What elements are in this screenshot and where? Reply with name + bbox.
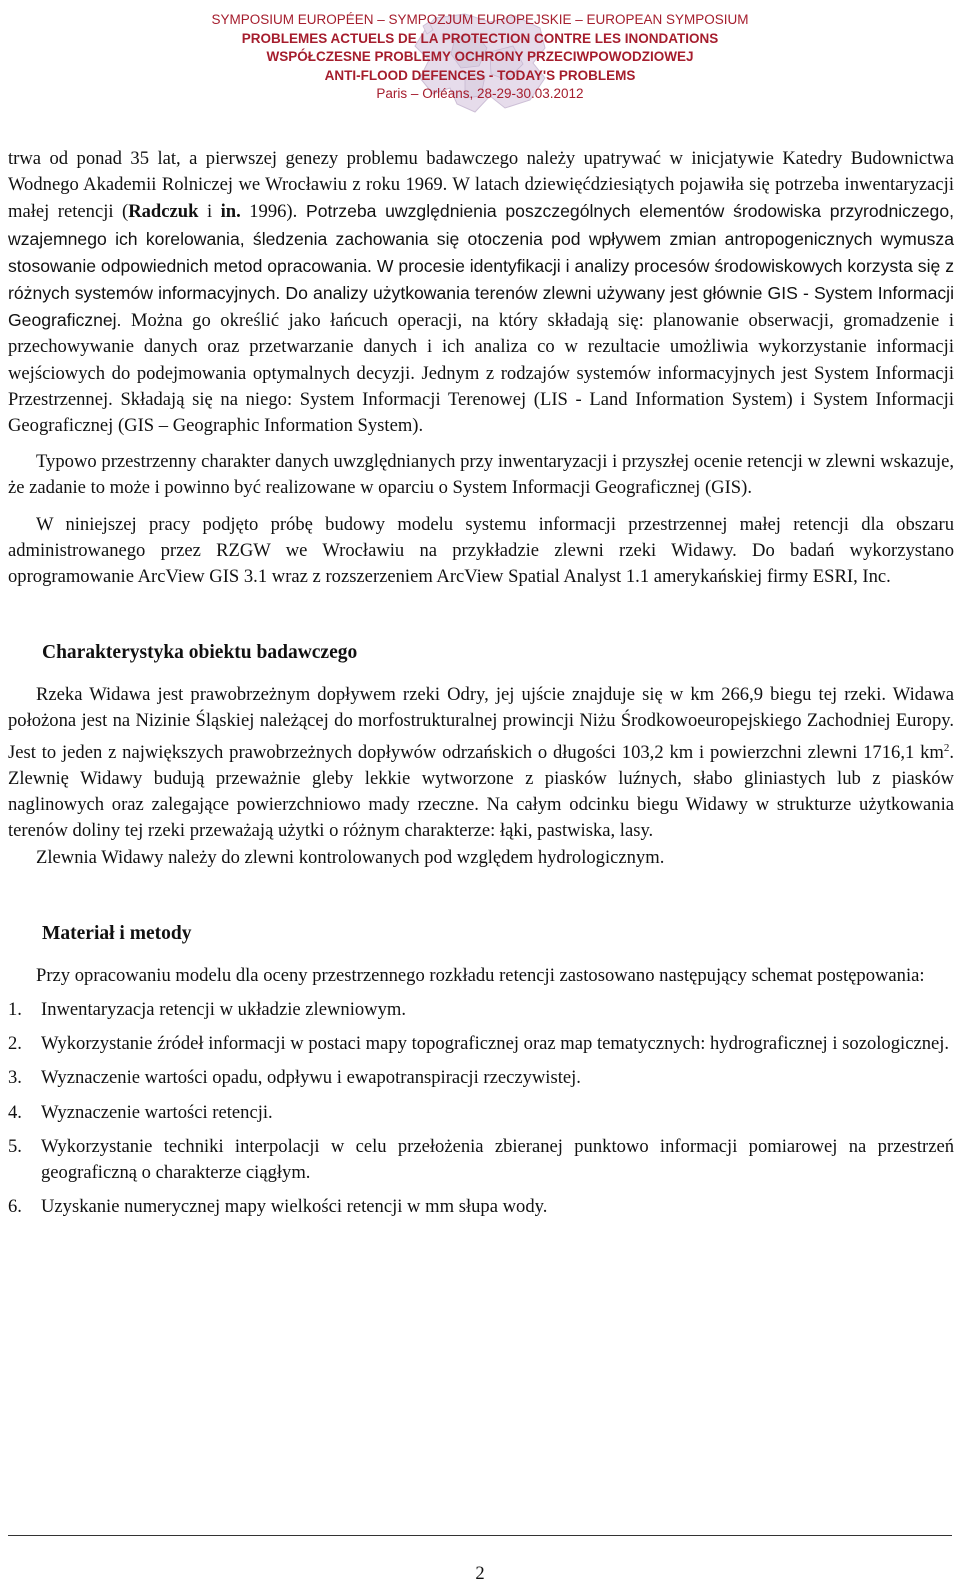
section-heading-object: Charakterystyka obiektu badawczego: [42, 642, 358, 664]
list-item: 5. Wykorzystanie techniki interpolacji w celu przełożenia zbieranej punktowo informacji pomiarowej na przestrzeń geograficzną o charakterze ciągłym.: [8, 1135, 954, 1184]
section-heading-methods: Materiał i metody: [42, 922, 192, 944]
intro-text-b: i: [198, 201, 221, 223]
list-item: 1. Inwentaryzacja retencji w układzie zlewniowym.: [8, 999, 406, 1021]
paragraph-widawa-description: [8, 682, 954, 844]
methods-step-list: [8, 997, 954, 1220]
list-item: 3. Wyznaczenie wartości opadu, odpływu i ewapotranspiracji rzeczywistej.: [8, 1067, 581, 1089]
intro-text-d: Potrzeba uwzględnienia poszczególnych elementów środowiska przyrodniczego, wzajemnego ich korelowania, śledzenia zachowania się otoczenia pod wpływem zmian antropogenicznych wymusza stosowanie odpowiednich metod opracowania. W procesie identyfikacji i analizy procesów środowiskowych korzysta się z różnych systemów informacyjnych. Do analizy użytkowania terenów zlewni używany jest głównie GIS - System Informacji Geograficznej.: [8, 201, 954, 331]
header-line-french-title: PROBLEMES ACTUELS DE LA PROTECTION CONTRE LES INONDATIONS: [241, 30, 719, 46]
widawa-text-b: . Zlewnię Widawy budują przeważnie gleby lekkie wytworzone z piasków luźnych, słabo gliniastych lub z piasków naglinowych oraz zalegające powierzchniowo mady rzeczne. Na całym odcinku biegu Widawy w strukturze użytkowania terenów doliny tej rzeki przeważają użytki o różnym charakterze: łąki, pastwiska, lasy.: [8, 741, 954, 842]
list-item: 2. Wykorzystanie źródeł informacji w postaci mapy topograficznej oraz map tematycznych: hydrograficznej i sozologicznej.: [8, 1033, 950, 1055]
intro-text-c: 1996).: [240, 201, 298, 223]
header-line-symposium: SYMPOSIUM EUROPÉEN – SYMPOZJUM EUROPEJSKIE – EUROPEAN SYMPOSIUM: [211, 12, 749, 27]
page-number: 2: [475, 1563, 485, 1584]
citation-etal: in.: [220, 201, 241, 223]
paragraph-methods-intro: Przy opracowaniu modelu dla oceny przestrzennego rozkładu retencji zastosowano następujący schemat postępowania:: [36, 964, 925, 986]
intro-text-e: Można go określić jako łańcuch operacji, na który składają się: planowanie obserwacji, gromadzenie i przechowywanie danych oraz przetwarzanie danych i ich analiza co w rezultacie umożliwia wykorzystanie informacji wejściowych do podejmowania optymalnych decyzji. Jednym z rodzajów systemów informacyjnych jest System Informacji Przestrzennej. Składają się na niego: System Informacji Terenowej (LIS - Land Information System) i System Informacji Geograficznej (GIS – Geographic Information System).: [8, 310, 954, 437]
header-line-polish-title: WSPÓŁCZESNE PROBLEMY OCHRONY PRZECIWPOWODZIOWEJ: [266, 49, 694, 65]
widawa-text-a: Rzeka Widawa jest prawobrzeżnym dopływem rzeki Odry, jej ujście znajduje się w km 266,9 biegu tej rzeki. Widawa położona jest na Nizinie Śląskiej należącej do morfostrukturalnej prowincji Niżu Środkowoeuropejskiego Zachodniej Europy. Jest to jeden z największych prawobrzeżnych dopływów odrzańskich o długości 103,2 km i powierzchni zlewni 1716,1 km: [8, 684, 954, 763]
paragraph-gis-character: Typowo przestrzenny charakter danych uwzględnianych przy inwentaryzacji i przyszłej ocenie retencji w zlewni wskazuje, że zadanie to może i powinno być realizowane w oparciu o System Informacji Geograficznej (GIS).: [8, 451, 954, 499]
superscript-square: 2: [943, 741, 950, 754]
page-content: [8, 146, 954, 1228]
symposium-header: [0, 0, 960, 120]
footer-divider: [8, 1535, 952, 1536]
intro-paragraph: [8, 146, 954, 439]
paragraph-widawa-hydrology: Zlewnia Widawy należy do zlewni kontrolowanych pod względem hydrologicznym.: [36, 846, 665, 868]
list-item: 4. Wyznaczenie wartości retencji.: [8, 1101, 273, 1123]
intro-text-a: trwa od ponad 35 lat, a pierwszej genezy problemu badawczego należy upatrywać w inicjatywie Katedry Budownictwa Wodnego Akademii Rolniczej we Wrocławiu z roku 1969. W latach dziewięćdziesiątych pojawiła się potrzeba inwentaryzacji małej retencji (: [8, 148, 954, 223]
citation-author: Radczuk: [128, 201, 199, 223]
paragraph-model-description: W niniejszej pracy podjęto próbę budowy modelu systemu informacji przestrzennej małej retencji dla obszaru administrowanego przez RZGW we Wrocławiu na przykładzie zlewni rzeki Widawy. Do badań wykorzystano oprogramowanie ArcView GIS 3.1 wraz z rozszerzeniem ArcView Spatial Analyst 1.1 amerykańskiej firmy ESRI, Inc.: [8, 513, 954, 588]
header-line-english-title: ANTI-FLOOD DEFENCES - TODAY'S PROBLEMS: [324, 67, 636, 83]
list-item: 6. Uzyskanie numerycznej mapy wielkości retencji w mm słupa wody.: [8, 1196, 548, 1218]
header-line-location-date: Paris – Orléans, 28-29-30.03.2012: [376, 86, 584, 102]
